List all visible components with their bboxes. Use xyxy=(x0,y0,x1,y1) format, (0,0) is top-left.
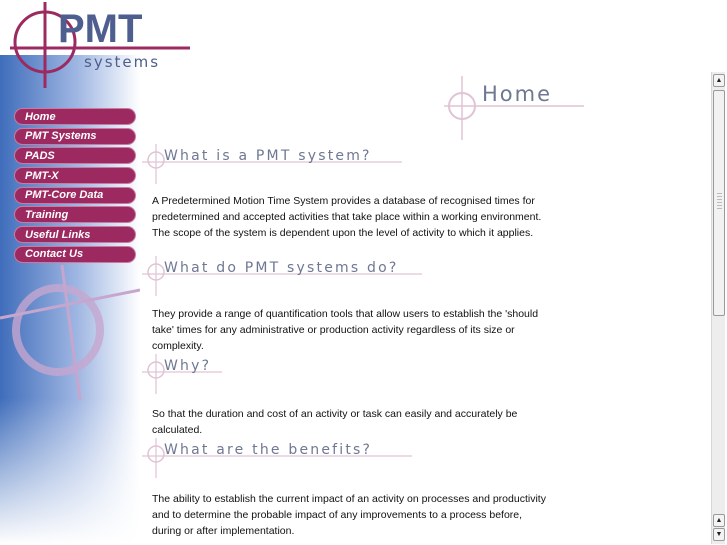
nav-item-label: PMT-X xyxy=(25,169,59,182)
nav-item-label: PMT Systems xyxy=(25,130,97,143)
section-heading-text: What do PMT systems do? xyxy=(164,260,399,276)
scroll-up-arrow-icon[interactable]: ▲ xyxy=(713,514,725,527)
scrollbar-grip xyxy=(717,193,722,209)
logo-text-main: PMT xyxy=(58,7,143,51)
nav-item-pmt-x[interactable] xyxy=(14,167,136,184)
scroll-down-arrow-icon[interactable]: ▼ xyxy=(713,528,725,541)
nav-item-label: Contact Us xyxy=(25,248,84,261)
nav-item-useful-links[interactable] xyxy=(14,226,136,243)
section-paragraph-1: A Predetermined Motion Time System provides a database of recognised times for predetermined and accepted activities that take place within a working environment. The scope of the system is dependent upon the level of activity to which it applies. xyxy=(152,195,542,239)
nav-item-contact-us[interactable] xyxy=(14,246,136,263)
nav-item-pmt-systems[interactable] xyxy=(14,128,136,145)
nav-item-training[interactable] xyxy=(14,206,136,223)
section-paragraph-4: The ability to establish the current impact of an activity on processes and productivity and to determine the probable impact of any improvements to a process before, during or after implementation. xyxy=(152,493,546,537)
scroll-up-arrow-icon[interactable]: ▲ xyxy=(713,74,725,87)
nav-item-home[interactable] xyxy=(14,108,136,125)
section-heading-text: What is a PMT system? xyxy=(164,148,372,164)
logo-text-sub: systems xyxy=(84,53,161,71)
nav-item-label: Home xyxy=(25,110,56,123)
section-heading-2 xyxy=(142,256,422,300)
nav-item-pads[interactable] xyxy=(14,147,136,164)
scrollbar-thumb[interactable] xyxy=(713,90,725,316)
section-heading-3 xyxy=(142,354,422,398)
section-heading-text: What are the benefits? xyxy=(164,442,373,458)
section-heading-1 xyxy=(142,144,422,188)
section-paragraph-2: They provide a range of quantification tools that allow users to establish the 'should take' times for any administrative or production activity regardless of its size or complexity. xyxy=(152,308,539,352)
nav-item-label: Training xyxy=(25,208,69,221)
section-heading-text: Why? xyxy=(164,358,212,374)
vertical-scrollbar[interactable] xyxy=(711,72,725,544)
nav-item-pmt-core-data[interactable] xyxy=(14,187,136,204)
pmt-logo[interactable] xyxy=(0,0,200,100)
page-heading xyxy=(444,72,584,142)
section-heading-4 xyxy=(142,438,422,482)
logo-graphic xyxy=(0,0,200,100)
section-paragraph-3: So that the duration and cost of an activity or task can easily and accurately be calculated. xyxy=(152,408,518,436)
nav-item-label: PADS xyxy=(25,149,55,162)
page-title: Home xyxy=(482,82,553,106)
nav-item-label: Useful Links xyxy=(25,228,91,241)
main-nav xyxy=(14,108,136,266)
nav-item-label: PMT-Core Data xyxy=(25,189,104,202)
